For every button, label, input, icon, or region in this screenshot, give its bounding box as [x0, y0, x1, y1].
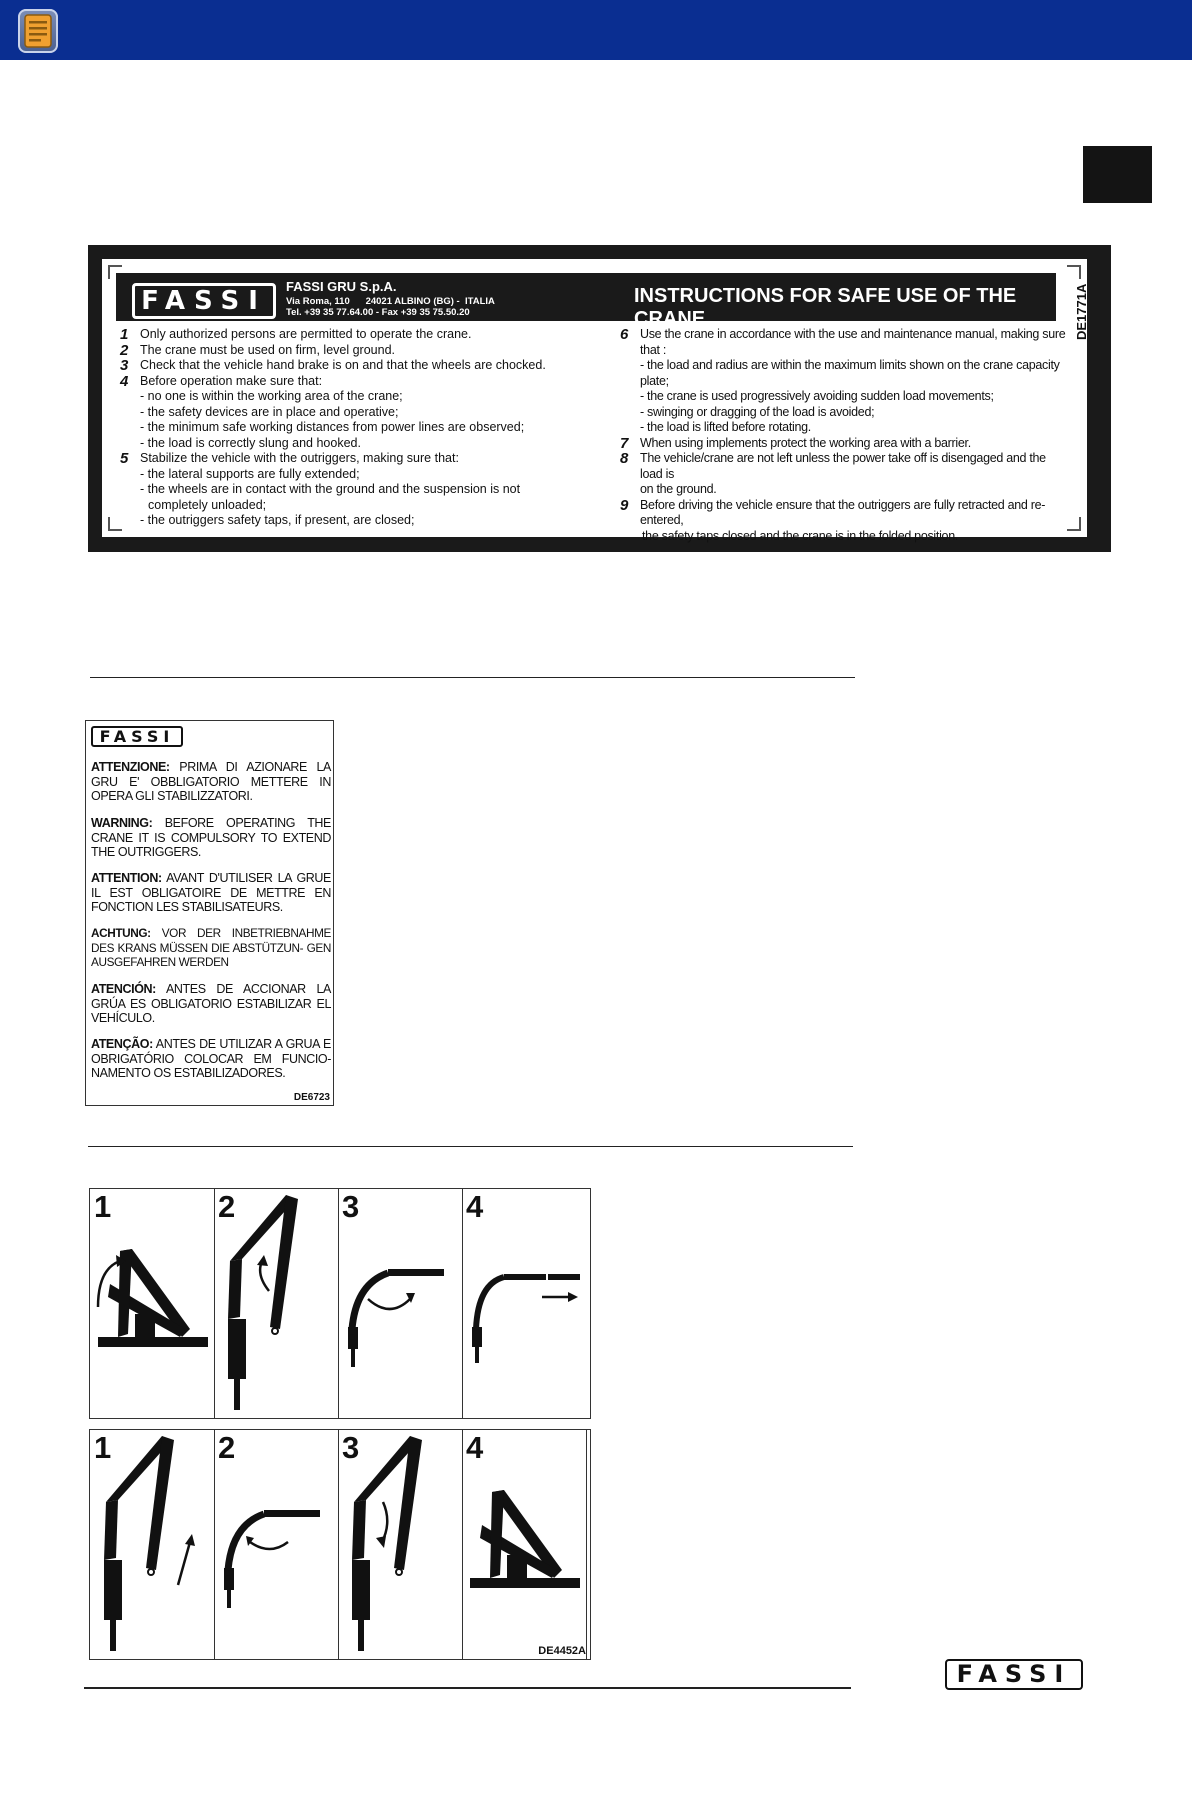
warning-heading: ATTENTION:: [91, 871, 162, 885]
item-text: Before driving the vehicle ensure that the outriggers are fully retracted and re-entered,: [640, 497, 1046, 527]
step-cell: [338, 1430, 463, 1659]
sub-item: - the outriggers safety taps, if present, are closed;: [140, 513, 415, 527]
warning-body: PRIMA DI AZIONARE LA GRU E' OBBLIGATORIO METTERE IN OPERA GLI STABILIZZATORI.: [91, 760, 331, 803]
item-number: 5: [120, 450, 129, 467]
top-bar: [0, 0, 1192, 60]
sub-item: - the load and radius are within the maximum limits shown on the crane capacity plate;: [640, 358, 1060, 388]
warning-english: [91, 816, 331, 860]
instruction-item: [620, 436, 1070, 452]
item-number: 1: [120, 326, 129, 343]
step-number: 1: [94, 1189, 112, 1224]
warning-portuguese: [91, 1037, 331, 1081]
warning-german: [91, 926, 331, 970]
company-address: Via Roma, 110 24021 ALBINO (BG) - ITALIA: [286, 296, 495, 307]
safety-instructions-label: [88, 245, 1111, 552]
item-text: Use the crane in accordance with the use and maintenance manual, making sure that :: [640, 327, 1066, 357]
warning-body: VOR DER INBETRIEBNAHME DES KRANS MÜSSEN DIE ABSTÜTZUN- GEN AUSGEFAHREN WERDEN: [91, 926, 331, 969]
instruction-item: [620, 498, 1070, 529]
instruction-item: [120, 343, 590, 359]
item-number: 9: [620, 496, 629, 514]
warning-heading: WARNING:: [91, 816, 153, 830]
crane-telescope-out-illustration: [462, 1189, 586, 1418]
step-number: 2: [218, 1189, 236, 1224]
warning-heading: ATTENZIONE:: [91, 760, 170, 774]
sub-item: - the lateral supports are fully extended;: [140, 466, 360, 481]
crane-folded-lift-illustration: [90, 1189, 214, 1418]
instruction-item: [620, 327, 1070, 358]
warning-body: AVANT D'UTILISER LA GRUE IL EST OBLIGATOIRE DE METTRE EN FONCTION LES STABILISATEURS.: [91, 871, 331, 914]
company-name: FASSI GRU S.p.A.: [286, 279, 397, 294]
crane-retract-illustration: [90, 1430, 214, 1659]
sub-item: - the minimum safe working distances from power lines are observed;: [140, 420, 525, 434]
sticker-code: DE6723: [293, 1092, 330, 1103]
divider: [90, 677, 855, 678]
label-header: [116, 273, 1056, 330]
item-text: Only authorized persons are permitted to operate the crane.: [140, 327, 472, 341]
item-text: Stabilize the vehicle with the outriggers, making sure that:: [140, 451, 459, 465]
item-number: 3: [120, 357, 129, 374]
divider: [88, 1146, 853, 1147]
step-number: 4: [466, 1189, 484, 1224]
warning-body: BEFORE OPERATING THE CRANE IT IS COMPULSORY TO EXTEND THE OUTRIGGERS.: [91, 816, 331, 859]
company-info: [286, 279, 495, 320]
sub-item: - the wheels are in contact with the ground and the suspension is not: [140, 482, 521, 496]
item-number: 4: [120, 372, 129, 390]
item-text: The crane must be used on firm, level ground.: [140, 342, 395, 357]
item-number: 6: [620, 326, 629, 343]
step-cell: [462, 1430, 587, 1659]
fassi-logo: FASSI: [132, 283, 276, 319]
warning-heading: ACHTUNG:: [91, 926, 151, 940]
item-text: When using implements protect the working area with a barrier.: [640, 435, 971, 450]
label-title: INSTRUCTIONS FOR SAFE USE OF THE CRANE: [634, 285, 1017, 330]
crane-lower-arm-illustration: [214, 1430, 338, 1659]
item-number: 8: [620, 450, 629, 467]
step-number: 3: [342, 1189, 360, 1224]
fassi-logo: FASSI: [91, 726, 183, 747]
sub-item: - the crane is used progressively avoiding sudden load movements;: [640, 389, 994, 403]
instructions-left-column: [120, 327, 590, 529]
step-cell: [214, 1189, 339, 1418]
sub-item: - the load is lifted before rotating.: [640, 420, 811, 434]
fassi-footer-logo: FASSI: [945, 1659, 1083, 1690]
folding-sequence-panel: [89, 1429, 591, 1660]
step-number: 1: [94, 1430, 112, 1465]
instruction-item: [120, 451, 590, 467]
item-text: The vehicle/crane are not left unless the power take off is disengaged and the load is: [640, 451, 1046, 481]
label-panel: [102, 259, 1089, 543]
sub-item: - the safety devices are in place and operative;: [140, 404, 399, 419]
warning-french: [91, 871, 331, 915]
sub-item: - no one is within the working area of the crane;: [140, 389, 403, 403]
warning-spanish: [91, 982, 331, 1026]
instruction-item: [120, 327, 590, 343]
instruction-item: [620, 451, 1070, 482]
sub-item: - the load is correctly slung and hooked.: [140, 435, 361, 450]
outrigger-warning-sticker: [85, 720, 334, 1106]
crane-fold-boom-illustration: [338, 1430, 462, 1659]
step-cell: [90, 1430, 215, 1659]
sub-item: on the ground.: [640, 482, 717, 496]
label-code: DE1771A: [1074, 283, 1089, 341]
sub-item: the safety taps closed and the crane is in the folded position.: [642, 528, 959, 543]
item-number: 2: [120, 341, 129, 359]
instruction-item: [120, 358, 590, 374]
instructions-right-column: [620, 327, 1070, 544]
step-number: 4: [466, 1430, 484, 1465]
warning-body: ANTES DE UTILIZAR A GRUA E OBRIGATÓRIO COLOCAR EM FUNCIO- NAMENTO OS ESTABILIZADORES.: [91, 1037, 331, 1080]
item-number: 7: [620, 434, 629, 452]
sub-item: - swinging or dragging of the load is avoided;: [640, 404, 875, 419]
chapter-tab-marker: [1083, 146, 1152, 203]
company-phone: Tel. +39 35 77.64.00 - Fax +39 35 75.50.20: [286, 307, 470, 318]
crane-stowed-illustration: [462, 1430, 586, 1659]
divider: [84, 1687, 851, 1689]
step-cell: [462, 1189, 586, 1418]
step-number: 3: [342, 1430, 360, 1465]
warning-italian: [91, 760, 331, 804]
instruction-item: [120, 374, 590, 390]
step-number: 2: [218, 1430, 236, 1465]
document-icon[interactable]: [18, 9, 58, 53]
step-cell: [214, 1430, 339, 1659]
panel-code: DE4452A: [538, 1645, 586, 1657]
sub-item: completely unloaded;: [148, 497, 267, 512]
item-text: Check that the vehicle hand brake is on and that the wheels are chocked.: [140, 358, 546, 372]
crane-raise-boom-illustration: [214, 1189, 338, 1418]
unfolding-sequence-panel: [89, 1188, 591, 1419]
warning-heading: ATENCIÓN:: [91, 982, 156, 996]
warning-heading: ATENÇÃO:: [91, 1037, 153, 1051]
step-cell: [90, 1189, 215, 1418]
step-cell: [338, 1189, 463, 1418]
crane-extend-arm-illustration: [338, 1189, 462, 1418]
item-text: Before operation make sure that:: [140, 373, 323, 388]
warning-body: ANTES DE ACCIONAR LA GRÚA ES OBLIGATORIO ESTABILIZAR EL VEHÍCULO.: [91, 982, 331, 1025]
